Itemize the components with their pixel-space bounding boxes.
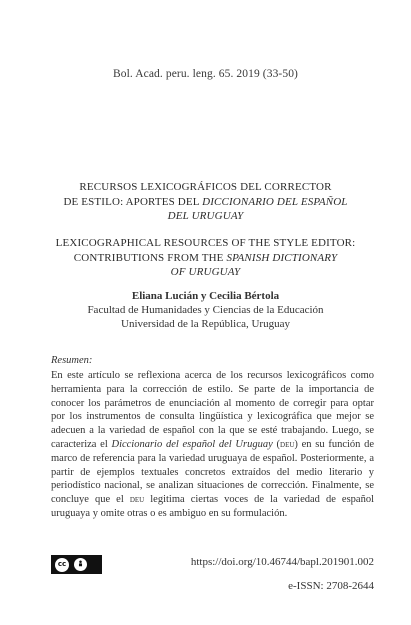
journal-citation: Bol. Acad. peru. leng. 65. 2019 (33-50) — [113, 68, 298, 80]
title-spanish — [0, 180, 411, 224]
doi-link[interactable]: https://doi.org/10.46744/bapl.201901.002 — [190, 556, 374, 568]
abstract-abbrev-deu-2: deu — [129, 494, 145, 506]
abstract-text — [51, 369, 374, 521]
abstract-label: Resumen: — [51, 355, 93, 366]
affiliation-faculty: Facultad de Humanidades y Ciencias de la Educación — [87, 304, 324, 316]
authors: Eliana Lucián y Cecilia Bértola — [131, 290, 280, 302]
abstract-part4: legitima ciertas voces de la variedad de español uruguaya y omite otras o es ambiguo en su formulación. — [51, 494, 374, 519]
title-en-line3: OF URUGUAY — [170, 266, 241, 279]
title-en-line2-italic: SPANISH DICTIONARY — [226, 251, 338, 264]
abstract-abbrev-deu-1: deu — [280, 438, 295, 450]
affiliation-university: Universidad de la República, Uruguay — [121, 318, 290, 330]
abstract-part1: En este artículo se reflexiona acerca de los recursos lexicográficos como herramienta para la corrección de estilo. Se parte de la importancia de conocer los parámetros de enunciación al momento de corregir para optar por los instrumentos de consulta lingüística y lexicográfica que mejor se adecuen a la variedad de español con la que se esté trabajando. Luego, se caracteriza el — [51, 370, 374, 450]
abstract-part3: ) en su función de marco de referencia para la variedad uruguaya de español. Posteriormente, a partir de ejemplos textuales concretos extraídos del medio literario y periodístico nacional, se analizan situaciones de corrección. Finalmente, se concluye que el — [51, 438, 375, 506]
title-es-line2 — [0, 195, 411, 210]
title-english — [0, 236, 411, 280]
eissn: e-ISSN: 2708-2644 — [288, 580, 374, 592]
abstract-dictionary-name: Diccionario del español del Uruguay — [111, 438, 273, 450]
title-es-line1: RECURSOS LEXICOGRÁFICOS DEL CORRECTOR — [79, 181, 332, 193]
title-en-line2 — [0, 251, 411, 266]
cc-by-license-badge[interactable] — [51, 555, 102, 574]
by-label: BY — [79, 566, 86, 572]
creative-commons-icon: cc — [55, 558, 69, 572]
title-es-line2-text: DE ESTILO: APORTES DEL — [63, 195, 203, 208]
title-es-line2-italic: DICCIONARIO DEL ESPAÑOL — [202, 195, 348, 208]
title-en-line2-text: CONTRIBUTIONS FROM THE — [73, 251, 227, 264]
title-es-line3: DEL URUGUAY — [167, 210, 244, 223]
abstract-part2: ( — [272, 438, 281, 450]
title-en-line1: LEXICOGRAPHICAL RESOURCES OF THE STYLE EDITOR: — [55, 237, 356, 249]
